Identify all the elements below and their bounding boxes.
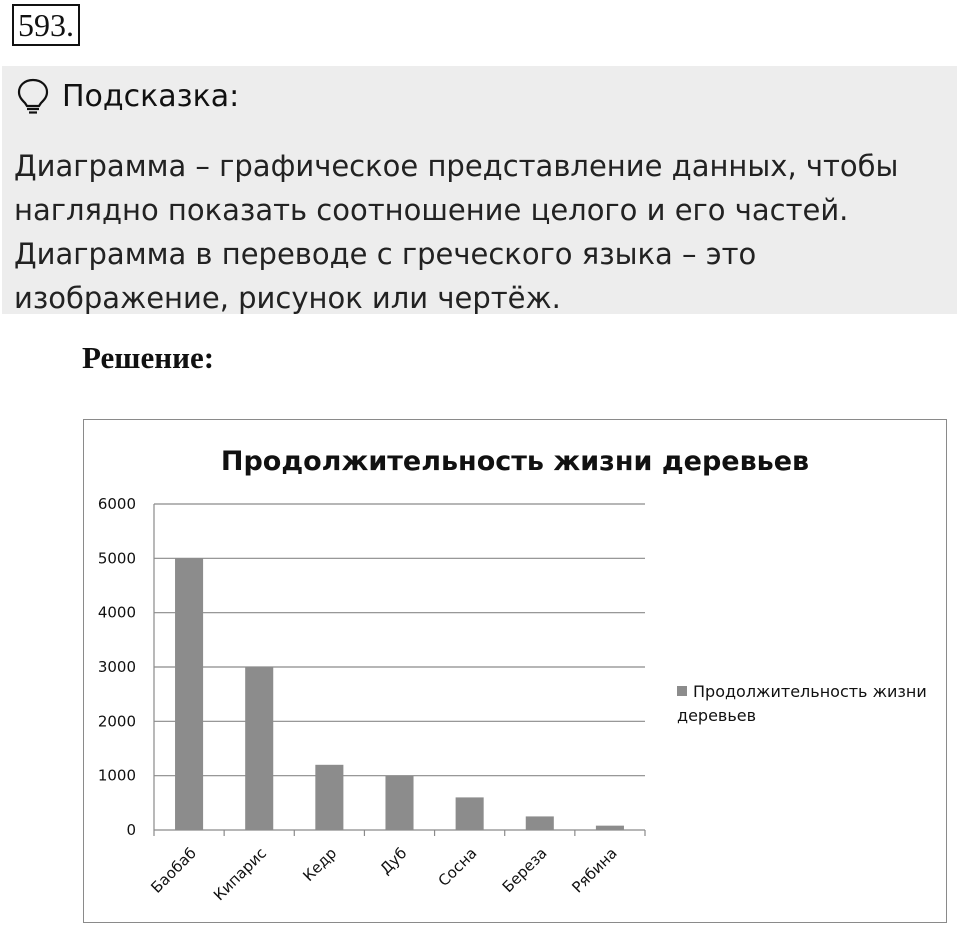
hint-line: наглядно показать соотношение целого и его частей. — [14, 193, 849, 227]
bar — [456, 797, 484, 830]
y-tick-label: 2000 — [97, 712, 136, 731]
chart-legend — [677, 680, 937, 728]
x-tick-label: Кедр — [299, 844, 341, 885]
x-tick-label: Сосна — [434, 844, 481, 890]
lightbulb-icon — [16, 78, 50, 114]
x-tick-label: Кипарис — [209, 844, 271, 905]
y-tick-label: 5000 — [97, 549, 136, 568]
x-tick-label: Дуб — [376, 844, 411, 878]
solution-title: Решение: — [82, 340, 215, 375]
x-tick-label: Береза — [498, 844, 551, 897]
y-tick-label: 6000 — [97, 495, 136, 513]
bar — [596, 826, 624, 830]
y-tick-label: 4000 — [97, 603, 136, 622]
hint-header — [16, 76, 239, 116]
bar — [175, 558, 203, 830]
y-tick-label: 0 — [126, 821, 136, 839]
y-tick-label: 3000 — [97, 658, 136, 676]
bar-chart — [84, 420, 946, 922]
chart-frame — [83, 419, 947, 923]
bar — [385, 776, 413, 830]
legend-swatch — [677, 686, 687, 696]
hint-label: Подсказка: — [62, 78, 240, 114]
y-tick-label: 1000 — [97, 766, 136, 785]
hint-line: Диаграмма – графическое представление данных, чтобы — [14, 149, 899, 183]
hint-line: изображение, рисунок или чертёж. — [14, 281, 561, 315]
bar — [315, 765, 343, 830]
x-tick-label: Баобаб — [147, 844, 200, 897]
hint-text — [14, 144, 944, 320]
bar — [245, 667, 273, 830]
bar — [526, 816, 554, 830]
x-tick-label: Рябина — [568, 844, 621, 897]
chart-title: Продолжительность жизни деревьев — [220, 446, 810, 477]
legend-label: Продолжительность жизни деревьев — [677, 682, 927, 725]
hint-line: Диаграмма в переводе с греческого языка – это — [14, 237, 757, 271]
task-number: 593. — [12, 4, 80, 46]
hint-box — [2, 66, 957, 314]
